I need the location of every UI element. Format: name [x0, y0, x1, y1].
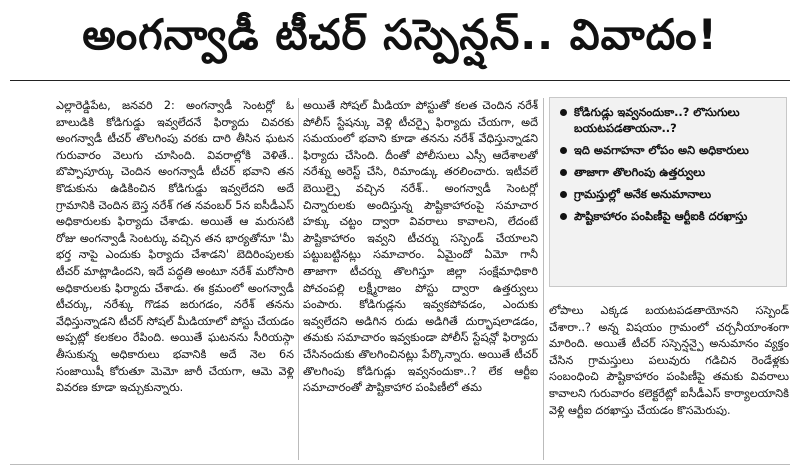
bullet-icon — [560, 213, 567, 220]
article-column-2 — [303, 98, 538, 463]
bullet-icon — [560, 191, 567, 198]
highlight-item — [558, 164, 780, 180]
headline-rule — [10, 80, 790, 81]
article-column-1 — [56, 98, 294, 463]
highlight-text: పౌష్టికాహారం పంపిణీపై ఆర్టీఐకి దరఖాస్తు — [574, 209, 748, 223]
highlight-item — [558, 104, 780, 136]
bullet-icon — [560, 169, 567, 176]
article-text-2: అయితే సోషల్ మీడియా పోస్టుతో కలత చెందిన నరేశ్ పోలీస్ స్టేషన్కు వెళ్లి టీచర్పై ఫిర్యాదు చేయగా, అదే సమయంలో భవాని కూడా తనను నరేశ్ వేధిస్తున్నాడని ఫిర్యాదు చేసింది. దీంతో పోలీసులు ఎస్సీ ఆదేశాలతో నరేశ్ను అరెస్ట్ చేసి, రిమాండ్కు తరలించారు. ఇటీవలే బెయిల్పై వచ్చిన నరేశ్.. అంగన్వాడీ సెంటర్లో చిన్నారులకు అందిస్తున్న పౌష్టికాహారంపై సమాచార హక్కు చట్టం ద్వారా వివరాలు కావాలని, లేదంటే పౌష్టికాహారం ఇవ్వని టీచర్ను సస్పెండ్ చేయాలని పట్టుబట్టినట్లు సమాచారం. ఏమైందో ఏమో గానీ తాజాగా టీచర్ను తొలగిస్తూ జిల్లా సంక్షేమాధికారి పోచంపల్లి లక్ష్మీరాజం పోస్టు ద్వారా ఉత్తర్వులు పంపారు. కోడిగుడ్లను ఇవ్వకపోవడం, ఎందుకు ఇవ్వలేదని అడిగిన రుడు అడిగితే దుర్భాషలాడడం, తమకు సమాచారం ఇవ్వకుండా పోలీస్ స్టేషన్లో ఫిర్యాదు చేసినందుకు తొలగించినట్లు పేర్కొన్నారు. అయితే టీచర్ తొలగింపు కోడిగుడ్లు ఇవ్వనందుకా..? లేక ఆర్టీఐ సమాచారంతో పౌష్టికాహార పంపిణీలో తమ — [303, 99, 538, 395]
headline: అంగన్వాడీ టీచర్ సస్పెన్షన్.. వివాదం! — [82, 10, 718, 59]
highlight-item — [558, 208, 780, 224]
article-text-1: ఎల్లారెడ్డిపేట, జనవరి 2: అంగన్వాడీ సెంటర్లో ఓ బాలుడికి కోడిగుడ్డు ఇవ్వలేదనే ఫిర్యాదు చివరకు అంగన్వాడీ టీచర్ తొలగింపు వరకు దారి తీసిన ఘటన గురువారం వెలుగు చూసింది. వివరాల్లోకి వెళితే.. బొప్పాపూర్కు చెందిన అంగన్వాడీ టీచర్ భవాని తన కొడుకును ఉడికించిన కోడిగుడ్డు ఇవ్వలేదని అదే గ్రామానికి చెందిన బెస్త నరేశ్ గత నవంబర్ 5న ఐసీడీఎస్ అధికారులకు ఫిర్యాదు చేశాడు. అయితే ఆ మరుసటి రోజు అంగన్వాడీ సెంటర్కు వచ్చిన తన భార్యతోనూ 'మీ భర్త నాపై ఎందుకు ఫిర్యాదు చేశాడని' బెదిరింపులకు టీచర్ మాట్లాడిందని, ఇదే పద్ధతి అంటూ నరేశ్ మరోసారి అధికారులకు ఫిర్యాదు చేశాడు. ఈ క్రమంలో అంగన్వాడీ టీచర్కు, నరేశ్కు గొడవ జరుగడం, నరేశ్ తనను వేధిస్తున్నాడని టీచర్ సోషల్ మీడియాలో పోస్టు చేయడం అప్పట్లో కలకలం రేపింది. అయితే ఘటనను సీరియస్గా తీసుకున్న అధికారులు భవానికి అదే నెల 6న సంజాయిషీ కోరుతూ మెమో జారీ చేయగా, ఆమె వెళ్లి వివరణ కూడా ఇచ్చుకున్నారు. — [56, 99, 294, 395]
highlight-text: తాజాగా తొలగింపు ఉత్తర్వులు — [574, 165, 706, 179]
highlight-text: గ్రామస్తుల్లో అనేక అనుమానాలు — [574, 187, 712, 201]
article-column-3 — [549, 303, 789, 463]
bottom-rule — [10, 464, 790, 465]
highlights-box — [549, 97, 787, 287]
highlight-item — [558, 186, 780, 202]
highlight-text: కోడిగుడ్లు ఇవ్వనందుకా..? లొసుగులు బయటపడతాయనా..? — [574, 105, 740, 135]
bullet-icon — [560, 109, 567, 116]
highlight-text: ఇది అవగాహనా లోపం అని అధికారులు — [574, 143, 749, 157]
highlight-item — [558, 142, 780, 158]
column-divider — [543, 98, 544, 460]
article-text-3: లోపాలు ఎక్కడ బయటపడతాయోనని సస్పెండ్ చేశారా..? అన్న విషయం గ్రామంలో చర్చనీయాంశంగా మారింది. అయితే టీచర్ సస్పెన్షన్పై అనుమానం వ్యక్తం చేసిన గ్రామస్తులు పలువురు గడిచిన రెండేళ్లకు సంబంధించి పౌష్టికాహారం పంపిణీపై తమకు వివరాలు కావాలని గురువారం కలెక్టరేట్లో ఐసీడీఎస్ కార్యాలయానికి వెళ్లి ఆర్టీఐ దరఖాస్తు చేయడం కొసమెరుపు. — [549, 304, 789, 417]
column-divider — [298, 98, 299, 460]
bullet-icon — [560, 147, 567, 154]
